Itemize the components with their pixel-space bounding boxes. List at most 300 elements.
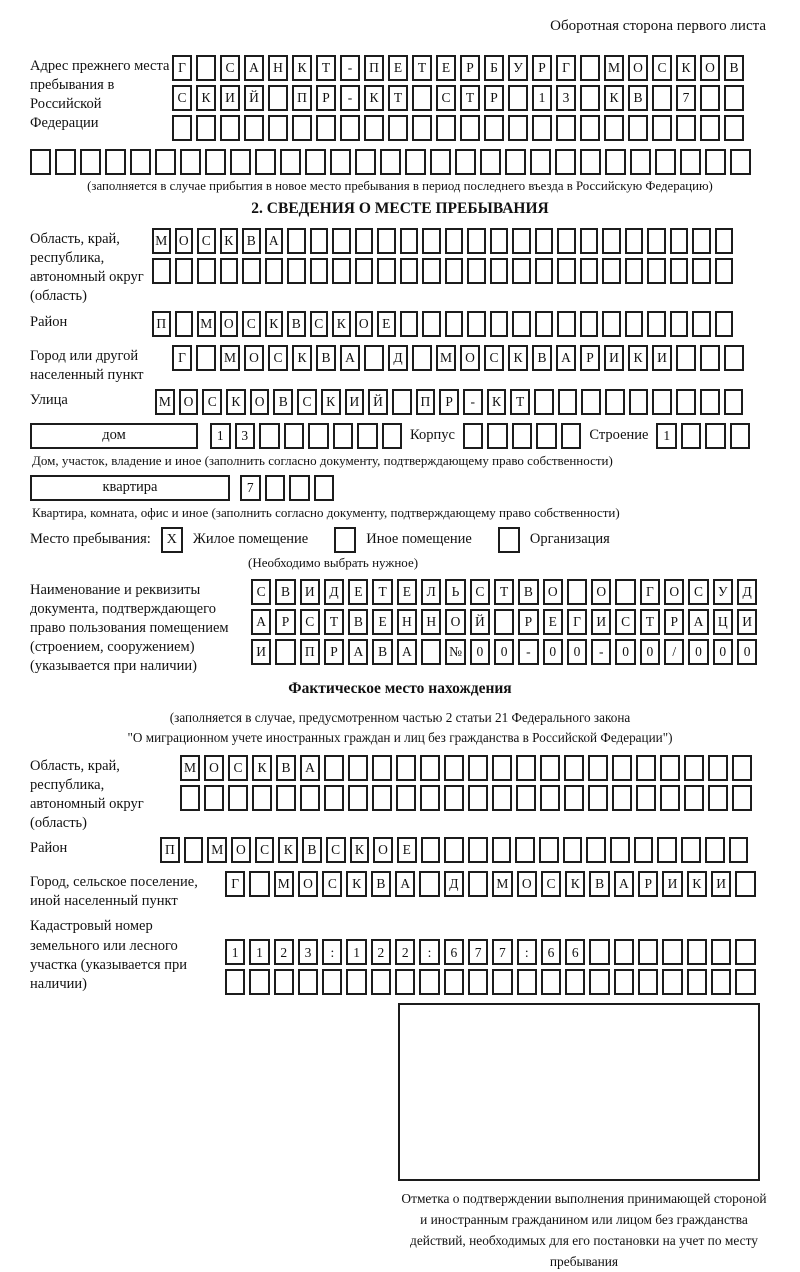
char-cell[interactable]: О [445, 609, 465, 635]
char-cell[interactable] [588, 785, 608, 811]
char-cell[interactable]: О [664, 579, 684, 605]
char-cell[interactable]: О [204, 755, 224, 781]
char-cell[interactable]: Д [324, 579, 344, 605]
char-cell[interactable] [444, 837, 464, 863]
char-cell[interactable]: И [737, 609, 757, 635]
residential-checkbox[interactable]: X [161, 527, 183, 553]
char-cell[interactable] [230, 149, 251, 175]
char-cell[interactable]: С [688, 579, 708, 605]
char-cell[interactable]: 0 [615, 639, 635, 665]
char-cell[interactable]: К [196, 85, 216, 111]
char-cell[interactable] [586, 837, 606, 863]
char-cell[interactable] [567, 579, 587, 605]
char-cell[interactable] [580, 55, 600, 81]
char-cell[interactable]: О [591, 579, 611, 605]
char-cell[interactable] [700, 389, 720, 415]
char-cell[interactable]: Г [556, 55, 576, 81]
char-cell[interactable]: В [316, 345, 336, 371]
char-cell[interactable] [184, 837, 204, 863]
char-cell[interactable]: С [300, 609, 320, 635]
char-cell[interactable]: О [298, 871, 318, 897]
char-cell[interactable] [400, 311, 419, 337]
char-cell[interactable] [400, 228, 419, 254]
char-cell[interactable] [287, 228, 306, 254]
char-cell[interactable]: Г [640, 579, 660, 605]
char-cell[interactable]: К [278, 837, 298, 863]
char-cell[interactable] [357, 423, 378, 449]
char-cell[interactable]: 1 [346, 939, 366, 965]
char-cell[interactable] [605, 389, 625, 415]
char-cell[interactable]: К [565, 871, 585, 897]
char-cell[interactable] [561, 423, 582, 449]
char-cell[interactable] [660, 785, 680, 811]
char-cell[interactable] [692, 228, 711, 254]
char-cell[interactable]: М [180, 755, 200, 781]
char-cell[interactable] [268, 85, 288, 111]
char-cell[interactable] [152, 258, 171, 284]
char-cell[interactable] [700, 115, 720, 141]
char-cell[interactable] [430, 149, 451, 175]
char-cell[interactable]: М [220, 345, 240, 371]
char-cell[interactable] [540, 755, 560, 781]
char-cell[interactable]: А [395, 871, 415, 897]
char-cell[interactable]: Е [397, 837, 417, 863]
char-cell[interactable] [724, 345, 744, 371]
char-cell[interactable] [348, 755, 368, 781]
char-cell[interactable]: О [244, 345, 264, 371]
char-cell[interactable] [563, 837, 583, 863]
char-cell[interactable] [455, 149, 476, 175]
char-cell[interactable] [380, 149, 401, 175]
char-cell[interactable] [515, 837, 535, 863]
char-cell[interactable]: Й [244, 85, 264, 111]
char-cell[interactable] [242, 258, 261, 284]
char-cell[interactable]: № [445, 639, 465, 665]
char-cell[interactable]: С [268, 345, 288, 371]
char-cell[interactable] [445, 311, 464, 337]
char-cell[interactable]: 7 [492, 939, 512, 965]
char-cell[interactable] [517, 969, 537, 995]
char-cell[interactable]: О [628, 55, 648, 81]
char-cell[interactable] [580, 149, 601, 175]
char-cell[interactable]: 1 [210, 423, 231, 449]
char-cell[interactable] [512, 258, 531, 284]
char-cell[interactable] [660, 755, 680, 781]
char-cell[interactable]: В [724, 55, 744, 81]
char-cell[interactable] [662, 939, 682, 965]
char-cell[interactable]: : [517, 939, 537, 965]
char-cell[interactable]: С [615, 609, 635, 635]
char-cell[interactable]: О [517, 871, 537, 897]
char-cell[interactable]: - [518, 639, 538, 665]
char-cell[interactable] [676, 389, 696, 415]
char-cell[interactable] [557, 258, 576, 284]
char-cell[interactable] [580, 85, 600, 111]
char-cell[interactable] [377, 228, 396, 254]
char-cell[interactable] [535, 311, 554, 337]
char-cell[interactable] [540, 785, 560, 811]
char-cell[interactable] [715, 228, 734, 254]
char-cell[interactable] [490, 311, 509, 337]
char-cell[interactable] [555, 149, 576, 175]
char-cell[interactable]: Н [421, 609, 441, 635]
char-cell[interactable]: : [322, 939, 342, 965]
char-cell[interactable] [467, 311, 486, 337]
char-cell[interactable] [670, 311, 689, 337]
char-cell[interactable]: Ь [445, 579, 465, 605]
char-cell[interactable] [30, 149, 51, 175]
char-cell[interactable] [268, 115, 288, 141]
char-cell[interactable]: Г [172, 55, 192, 81]
char-cell[interactable] [564, 755, 584, 781]
char-cell[interactable] [508, 115, 528, 141]
char-cell[interactable]: Л [421, 579, 441, 605]
char-cell[interactable]: - [591, 639, 611, 665]
char-cell[interactable] [305, 149, 326, 175]
char-cell[interactable] [348, 785, 368, 811]
char-cell[interactable]: К [687, 871, 707, 897]
char-cell[interactable]: В [302, 837, 322, 863]
char-cell[interactable] [588, 755, 608, 781]
char-cell[interactable]: С [228, 755, 248, 781]
char-cell[interactable]: К [252, 755, 272, 781]
char-cell[interactable] [275, 639, 295, 665]
char-cell[interactable] [422, 228, 441, 254]
char-cell[interactable]: О [700, 55, 720, 81]
char-cell[interactable] [730, 149, 751, 175]
char-cell[interactable] [724, 389, 744, 415]
char-cell[interactable]: С [251, 579, 271, 605]
char-cell[interactable] [708, 785, 728, 811]
char-cell[interactable]: К [508, 345, 528, 371]
char-cell[interactable] [130, 149, 151, 175]
char-cell[interactable]: 0 [640, 639, 660, 665]
char-cell[interactable] [541, 969, 561, 995]
char-cell[interactable] [412, 345, 432, 371]
char-cell[interactable] [287, 258, 306, 284]
char-cell[interactable] [445, 228, 464, 254]
char-cell[interactable]: П [300, 639, 320, 665]
char-cell[interactable]: Р [275, 609, 295, 635]
char-cell[interactable] [346, 969, 366, 995]
char-cell[interactable]: / [664, 639, 684, 665]
char-cell[interactable]: Г [225, 871, 245, 897]
char-cell[interactable]: В [532, 345, 552, 371]
char-cell[interactable]: А [688, 609, 708, 635]
char-cell[interactable] [692, 258, 711, 284]
char-cell[interactable] [105, 149, 126, 175]
char-cell[interactable]: Н [268, 55, 288, 81]
char-cell[interactable] [614, 939, 634, 965]
char-cell[interactable] [580, 115, 600, 141]
char-cell[interactable]: В [273, 389, 293, 415]
char-cell[interactable]: И [604, 345, 624, 371]
char-cell[interactable]: К [220, 228, 239, 254]
char-cell[interactable]: А [340, 345, 360, 371]
char-cell[interactable] [405, 149, 426, 175]
char-cell[interactable]: С [322, 871, 342, 897]
char-cell[interactable] [314, 475, 335, 501]
char-cell[interactable] [372, 755, 392, 781]
char-cell[interactable] [636, 785, 656, 811]
char-cell[interactable]: 1 [225, 939, 245, 965]
char-cell[interactable]: Т [460, 85, 480, 111]
char-cell[interactable]: О [220, 311, 239, 337]
char-cell[interactable]: Г [172, 345, 192, 371]
char-cell[interactable] [589, 939, 609, 965]
char-cell[interactable]: М [492, 871, 512, 897]
char-cell[interactable] [724, 85, 744, 111]
char-cell[interactable]: А [300, 755, 320, 781]
char-cell[interactable]: В [589, 871, 609, 897]
char-cell[interactable] [467, 228, 486, 254]
char-cell[interactable]: 6 [541, 939, 561, 965]
char-cell[interactable] [468, 837, 488, 863]
char-cell[interactable]: Т [640, 609, 660, 635]
char-cell[interactable]: И [251, 639, 271, 665]
char-cell[interactable] [715, 311, 734, 337]
char-cell[interactable] [196, 115, 216, 141]
char-cell[interactable]: О [250, 389, 270, 415]
char-cell[interactable]: М [155, 389, 175, 415]
char-cell[interactable] [422, 311, 441, 337]
char-cell[interactable] [670, 228, 689, 254]
char-cell[interactable]: Т [324, 609, 344, 635]
char-cell[interactable] [396, 785, 416, 811]
char-cell[interactable] [310, 258, 329, 284]
char-cell[interactable]: А [265, 228, 284, 254]
char-cell[interactable]: В [287, 311, 306, 337]
char-cell[interactable] [419, 969, 439, 995]
char-cell[interactable]: С [470, 579, 490, 605]
char-cell[interactable]: 7 [468, 939, 488, 965]
char-cell[interactable] [700, 85, 720, 111]
char-cell[interactable] [460, 115, 480, 141]
char-cell[interactable]: 0 [713, 639, 733, 665]
char-cell[interactable] [330, 149, 351, 175]
char-cell[interactable] [735, 969, 755, 995]
char-cell[interactable] [55, 149, 76, 175]
char-cell[interactable]: Е [436, 55, 456, 81]
char-cell[interactable]: 3 [556, 85, 576, 111]
char-cell[interactable] [228, 785, 248, 811]
char-cell[interactable]: М [197, 311, 216, 337]
char-cell[interactable] [614, 969, 634, 995]
char-cell[interactable]: И [220, 85, 240, 111]
char-cell[interactable]: 0 [688, 639, 708, 665]
char-cell[interactable] [625, 228, 644, 254]
char-cell[interactable] [484, 115, 504, 141]
char-cell[interactable] [204, 785, 224, 811]
char-cell[interactable] [516, 755, 536, 781]
char-cell[interactable] [444, 969, 464, 995]
char-cell[interactable] [681, 837, 701, 863]
char-cell[interactable]: У [713, 579, 733, 605]
char-cell[interactable]: 2 [274, 939, 294, 965]
char-cell[interactable]: И [591, 609, 611, 635]
char-cell[interactable] [535, 258, 554, 284]
char-cell[interactable]: С [202, 389, 222, 415]
char-cell[interactable]: Д [388, 345, 408, 371]
char-cell[interactable] [333, 423, 354, 449]
char-cell[interactable] [556, 115, 576, 141]
char-cell[interactable] [735, 871, 755, 897]
char-cell[interactable] [652, 85, 672, 111]
char-cell[interactable] [492, 837, 512, 863]
char-cell[interactable] [534, 389, 554, 415]
char-cell[interactable]: О [355, 311, 374, 337]
char-cell[interactable]: В [371, 871, 391, 897]
char-cell[interactable] [463, 423, 484, 449]
char-cell[interactable]: В [275, 579, 295, 605]
char-cell[interactable]: С [220, 55, 240, 81]
char-cell[interactable] [629, 389, 649, 415]
char-cell[interactable] [711, 969, 731, 995]
char-cell[interactable] [724, 115, 744, 141]
char-cell[interactable] [487, 423, 508, 449]
char-cell[interactable] [292, 115, 312, 141]
char-cell[interactable] [610, 837, 630, 863]
char-cell[interactable] [252, 785, 272, 811]
char-cell[interactable] [732, 755, 752, 781]
char-cell[interactable]: О [543, 579, 563, 605]
char-cell[interactable] [249, 871, 269, 897]
char-cell[interactable] [308, 423, 329, 449]
char-cell[interactable]: П [160, 837, 180, 863]
char-cell[interactable] [444, 755, 464, 781]
char-cell[interactable] [715, 258, 734, 284]
char-cell[interactable]: К [628, 345, 648, 371]
char-cell[interactable]: О [373, 837, 393, 863]
char-cell[interactable]: Р [460, 55, 480, 81]
char-cell[interactable]: М [436, 345, 456, 371]
char-cell[interactable] [196, 345, 216, 371]
char-cell[interactable] [625, 258, 644, 284]
char-cell[interactable]: А [251, 609, 271, 635]
char-cell[interactable]: М [207, 837, 227, 863]
char-cell[interactable]: Д [737, 579, 757, 605]
char-cell[interactable] [657, 837, 677, 863]
char-cell[interactable]: И [711, 871, 731, 897]
char-cell[interactable] [377, 258, 396, 284]
char-cell[interactable]: В [518, 579, 538, 605]
char-cell[interactable] [265, 475, 286, 501]
char-cell[interactable]: Т [372, 579, 392, 605]
char-cell[interactable] [355, 258, 374, 284]
char-cell[interactable] [436, 115, 456, 141]
char-cell[interactable] [634, 837, 654, 863]
char-cell[interactable] [612, 785, 632, 811]
char-cell[interactable]: Б [484, 55, 504, 81]
char-cell[interactable] [468, 785, 488, 811]
char-cell[interactable]: Р [518, 609, 538, 635]
char-cell[interactable] [604, 115, 624, 141]
char-cell[interactable] [371, 969, 391, 995]
char-cell[interactable]: В [372, 639, 392, 665]
char-cell[interactable] [492, 755, 512, 781]
char-cell[interactable] [364, 115, 384, 141]
char-cell[interactable] [324, 755, 344, 781]
char-cell[interactable] [322, 969, 342, 995]
char-cell[interactable]: П [292, 85, 312, 111]
char-cell[interactable] [332, 228, 351, 254]
char-cell[interactable]: 6 [565, 939, 585, 965]
char-cell[interactable]: Т [316, 55, 336, 81]
char-cell[interactable]: П [364, 55, 384, 81]
char-cell[interactable]: Е [397, 579, 417, 605]
char-cell[interactable] [662, 969, 682, 995]
char-cell[interactable]: А [244, 55, 264, 81]
char-cell[interactable]: Е [543, 609, 563, 635]
char-cell[interactable]: С [310, 311, 329, 337]
char-cell[interactable] [684, 785, 704, 811]
char-cell[interactable]: С [172, 85, 192, 111]
char-cell[interactable]: Р [316, 85, 336, 111]
char-cell[interactable] [445, 258, 464, 284]
char-cell[interactable]: Р [484, 85, 504, 111]
char-cell[interactable] [638, 969, 658, 995]
char-cell[interactable]: К [265, 311, 284, 337]
char-cell[interactable]: С [436, 85, 456, 111]
char-cell[interactable] [692, 311, 711, 337]
char-cell[interactable] [612, 755, 632, 781]
char-cell[interactable] [705, 149, 726, 175]
char-cell[interactable] [676, 345, 696, 371]
char-cell[interactable]: С [242, 311, 261, 337]
char-cell[interactable] [265, 258, 284, 284]
char-cell[interactable] [300, 785, 320, 811]
char-cell[interactable] [382, 423, 403, 449]
char-cell[interactable]: Н [397, 609, 417, 635]
char-cell[interactable] [700, 345, 720, 371]
char-cell[interactable]: К [364, 85, 384, 111]
char-cell[interactable] [580, 311, 599, 337]
char-cell[interactable]: - [340, 55, 360, 81]
char-cell[interactable]: Т [510, 389, 530, 415]
char-cell[interactable] [249, 969, 269, 995]
char-cell[interactable] [557, 228, 576, 254]
char-cell[interactable] [681, 423, 702, 449]
char-cell[interactable] [684, 755, 704, 781]
char-cell[interactable]: М [152, 228, 171, 254]
char-cell[interactable] [355, 149, 376, 175]
char-cell[interactable] [316, 115, 336, 141]
char-cell[interactable]: Т [494, 579, 514, 605]
char-cell[interactable] [676, 115, 696, 141]
char-cell[interactable]: С [297, 389, 317, 415]
char-cell[interactable] [172, 115, 192, 141]
char-cell[interactable]: О [460, 345, 480, 371]
char-cell[interactable]: У [508, 55, 528, 81]
char-cell[interactable]: Е [348, 579, 368, 605]
char-cell[interactable]: П [416, 389, 436, 415]
char-cell[interactable]: Й [470, 609, 490, 635]
char-cell[interactable] [255, 149, 276, 175]
char-cell[interactable] [420, 755, 440, 781]
char-cell[interactable] [444, 785, 464, 811]
char-cell[interactable] [225, 969, 245, 995]
char-cell[interactable] [280, 149, 301, 175]
char-cell[interactable]: В [276, 755, 296, 781]
char-cell[interactable]: К [292, 55, 312, 81]
char-cell[interactable]: - [340, 85, 360, 111]
char-cell[interactable] [647, 258, 666, 284]
char-cell[interactable]: М [274, 871, 294, 897]
char-cell[interactable] [602, 258, 621, 284]
char-cell[interactable] [512, 228, 531, 254]
char-cell[interactable]: Т [388, 85, 408, 111]
char-cell[interactable]: С [484, 345, 504, 371]
